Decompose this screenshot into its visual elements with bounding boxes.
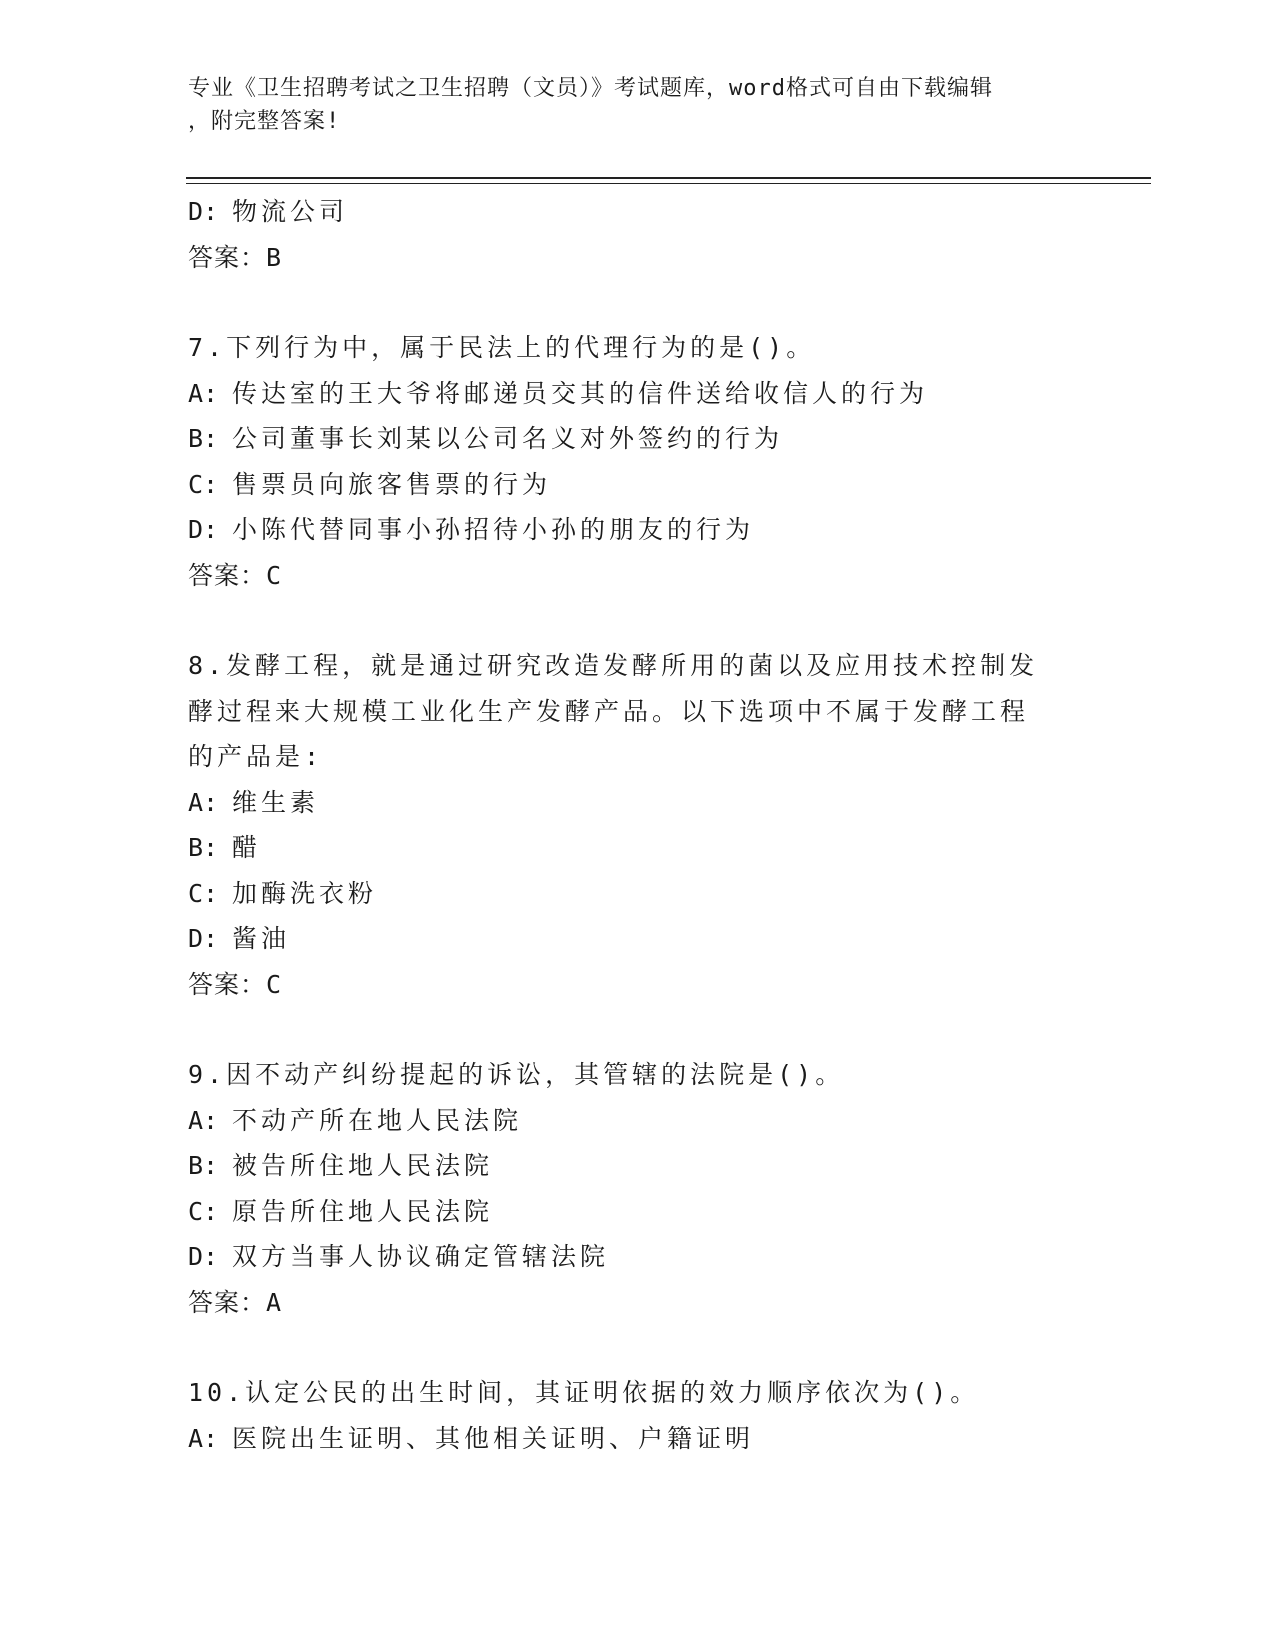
- option-text: 维生素: [232, 787, 320, 817]
- option-text: 医院出生证明、其他相关证明、户籍证明: [232, 1423, 755, 1453]
- question-text: 10.认定公民的出生时间，其证明依据的效力顺序依次为()。: [188, 1378, 980, 1407]
- option-text: 酱油: [232, 924, 291, 953]
- option-d: [188, 189, 1068, 235]
- option-text: 传达室的王大爷将邮递员交其的信件送给收信人的行为: [232, 378, 929, 408]
- document-header: [188, 72, 1088, 138]
- question-block: [188, 325, 1068, 598]
- question-text: 9.因不动产纠纷提起的诉讼，其管辖的法院是()。: [188, 1060, 845, 1089]
- option-text: 物流公司: [232, 197, 349, 226]
- option-label: C:: [188, 469, 219, 499]
- option-text: 被告所住地人民法院: [232, 1151, 494, 1180]
- option-a: [188, 1416, 1068, 1462]
- option-label: A:: [188, 787, 219, 817]
- option-d: [188, 507, 1068, 553]
- option-text: 售票员向旅客售票的行为: [232, 469, 552, 499]
- option-label: A:: [188, 1423, 219, 1453]
- header-line-2: ，附完整答案!: [188, 109, 341, 134]
- option-text: 醋: [232, 833, 262, 862]
- header-divider-thin: [186, 183, 1151, 184]
- option-text: 小陈代替同事小孙招待小孙的朋友的行为: [232, 515, 755, 544]
- option-label: A:: [188, 378, 219, 408]
- spacer: [188, 598, 1068, 643]
- option-a: [188, 1098, 1068, 1144]
- option-d: [188, 1234, 1068, 1280]
- spacer: [188, 1007, 1068, 1052]
- answer-line: 答案：C: [188, 560, 283, 590]
- option-c: [188, 871, 1068, 917]
- answer-line: 答案：C: [188, 969, 283, 999]
- question-block: [188, 1370, 1068, 1461]
- option-text: 原告所住地人民法院: [232, 1196, 494, 1226]
- option-label: D:: [188, 1242, 219, 1271]
- option-b: [188, 1143, 1068, 1189]
- option-label: D:: [188, 197, 219, 226]
- option-b: [188, 825, 1068, 871]
- option-label: B:: [188, 424, 219, 453]
- spacer: [188, 1325, 1068, 1370]
- option-label: D:: [188, 924, 219, 953]
- option-text: 公司董事长刘某以公司名义对外签约的行为: [232, 424, 784, 453]
- spacer: [188, 280, 1068, 325]
- option-text: 双方当事人协议确定管辖法院: [232, 1242, 610, 1271]
- answer-line: 答案：B: [188, 242, 283, 272]
- option-a: [188, 371, 1068, 417]
- option-text: 不动产所在地人民法院: [232, 1105, 523, 1135]
- answer-line: 答案：A: [188, 1287, 283, 1317]
- header-line-1: 专业《卫生招聘考试之卫生招聘（文员）》考试题库，word格式可自由下载编辑: [188, 76, 993, 101]
- question-text: 7.下列行为中，属于民法上的代理行为的是()。: [188, 333, 816, 362]
- option-c: [188, 1189, 1068, 1235]
- header-divider-thick: [186, 177, 1151, 179]
- option-label: C:: [188, 878, 219, 908]
- option-label: B:: [188, 1151, 219, 1180]
- question-block: [188, 1052, 1068, 1325]
- option-d: [188, 916, 1068, 962]
- option-a: [188, 780, 1068, 826]
- option-label: A:: [188, 1105, 219, 1135]
- option-label: B:: [188, 833, 219, 862]
- question-block: [188, 643, 1068, 1007]
- option-b: [188, 416, 1068, 462]
- option-text: 加酶洗衣粉: [232, 878, 378, 908]
- question-text: 8.发酵工程，就是通过研究改造发酵所用的菌以及应用技术控制发酵过程来大规模工业化生产发酵产品。以下选项中不属于发酵工程的产品是:: [188, 651, 1039, 771]
- option-c: [188, 462, 1068, 508]
- option-label: C:: [188, 1196, 219, 1226]
- option-label: D:: [188, 515, 219, 544]
- question-content: [188, 189, 1068, 1461]
